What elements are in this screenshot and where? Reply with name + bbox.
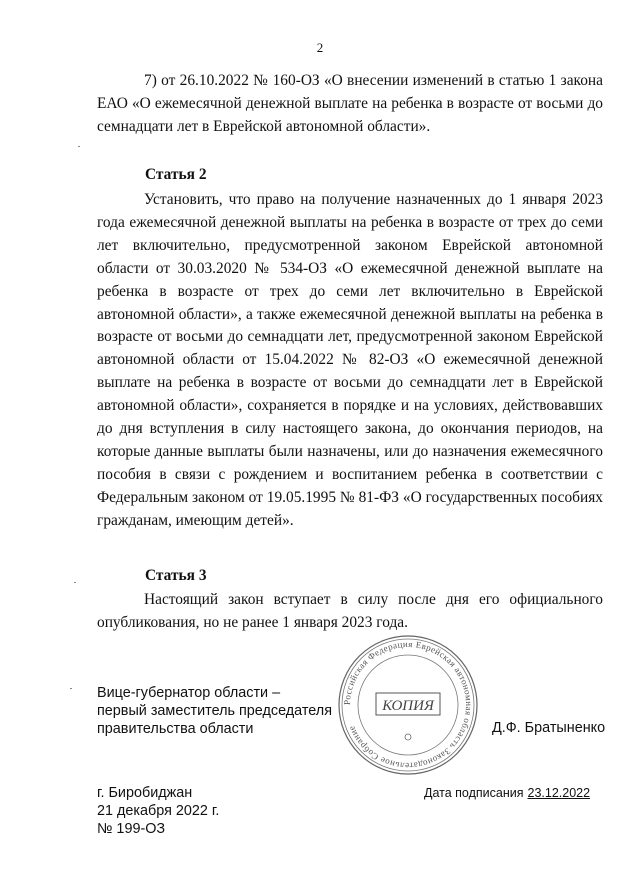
seal-copy-text: КОПИЯ <box>382 698 434 714</box>
item-7-text: 7) от 26.10.2022 № 160-ОЗ «О внесении изменений в статью 1 закона ЕАО «О ежемесячной денежной выплате на ребенка в возрасте от восьми до семнадцати лет в Еврейской автономной области». <box>97 72 603 135</box>
law-date: 21 декабря 2022 г. <box>97 803 220 819</box>
place-date-number <box>97 784 219 838</box>
city: г. Биробиджан <box>97 785 193 801</box>
scan-mark <box>78 146 80 147</box>
article-2-heading: Статья 2 <box>145 166 207 183</box>
signing-date-label: Дата подписания <box>424 786 524 800</box>
seal-ring-text: Российская Федерация Еврейская автономная область Законодательное Собрание <box>341 638 475 772</box>
article-2 <box>97 189 603 533</box>
signer-block <box>97 684 332 738</box>
signer-title-line: первый заместитель председателя <box>97 703 332 719</box>
article-2-text: Установить, что право на получение назначенных до 1 января 2023 года ежемесячной денежной выплаты на ребенка в возрасте от трех до семи лет включительно, предусмотренной законом Еврейской автономной области от 30.03.2020 № 534-ОЗ «О ежемесячной денежной выплате на ребенка в возрасте от трех до семи лет включительно в Еврейской автономной области», а также ежемесячной денежной выплаты на ребенка в возрасте от восьми до семнадцати лет, предусмотренной законом Еврейской автономной области от 15.04.2022 № 82-ОЗ «О ежемесячной денежной выплате на ребенка в возрасте от восьми до семнадцати лет в Еврейской автономной области», сохраняется в порядке и на условиях, действовавших до дня вступления в силу настоящего закона, до окончания периодов, на которые данные выплаты были назначены, или до назначения ежемесячного пособия в связи с рождением и воспитанием ребенка в соответствии с Федеральным законом от 19.05.1995 № 81-ФЗ «О государственных пособиях гражданам, имеющим детей». <box>97 191 603 529</box>
signer-title-line: правительства области <box>97 721 254 737</box>
signer-title-line: Вице-губернатор области – <box>97 685 281 701</box>
article-3-heading: Статья 3 <box>145 567 207 584</box>
law-number: № 199-ОЗ <box>97 821 166 837</box>
scan-mark <box>74 582 76 583</box>
scan-mark <box>70 688 72 689</box>
official-seal <box>336 633 480 777</box>
signing-date <box>424 786 590 800</box>
page-number: 2 <box>316 40 324 55</box>
article-3 <box>97 589 603 635</box>
signing-date-value: 23.12.2022 <box>527 786 591 800</box>
article-3-text: Настоящий закон вступает в силу после дня его официального опубликования, но не ранее 1 января 2023 года. <box>97 591 603 631</box>
item-7 <box>97 70 603 139</box>
signer-name: Д.Ф. Братыненко <box>492 720 606 736</box>
